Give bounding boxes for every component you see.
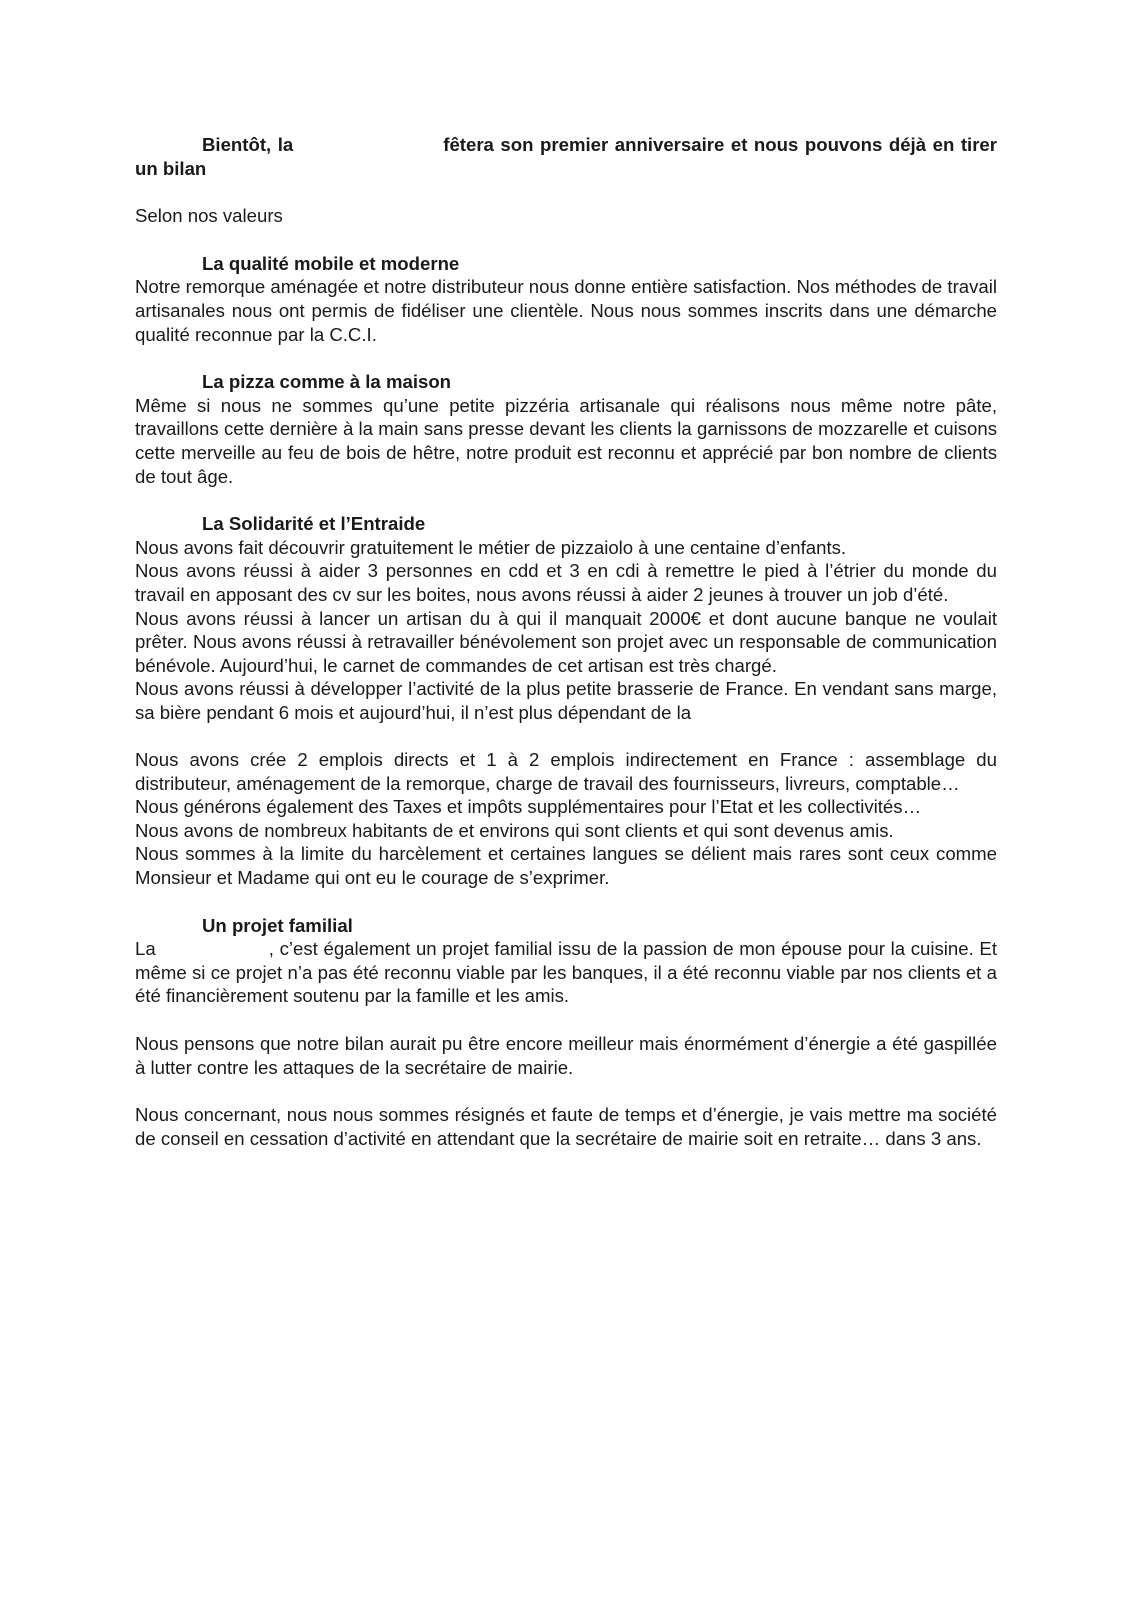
closing-paragraph: Nous concernant, nous nous sommes résignés et faute de temps et d’énergie, je vais mettre ma société de conseil en cessation d’activité en attendant que la secrétaire de mairie soit en retraite… dans 3 ans.: [135, 1104, 997, 1149]
paragraph: Nous générons également des Taxes et impôts supplémentaires pour l’Etat et les collectivités…: [135, 796, 922, 818]
section-title: Un projet familial: [202, 914, 353, 936]
paragraph: La , c’est également un projet familial issu de la passion de mon épouse pour la cuisine. Et même si ce projet n’a pas été reconnu viable par les banques, il a été reconnu viable par nos clients et a été financièrement soutenu par la famille et les amis.: [135, 938, 1003, 1007]
paragraph: Nous avons réussi à lancer un artisan du à qui il manquait 2000€ et dont aucune banque ne voulait prêter. Nous avons réussi à retravailler bénévolement son projet avec un responsable de communication bénévole. Aujourd’hui, le carnet de commandes de cet artisan est très chargé.: [135, 607, 997, 676]
redacted-line: [135, 724, 997, 748]
paragraph: Nous sommes à la limite du harcèlement et certaines langues se délient mais rares sont ceux comme Monsieur et Madame qui ont eu le courage de s’exprimer.: [135, 843, 997, 889]
section-qualite: [135, 252, 997, 346]
section-solidarite: [135, 512, 997, 890]
paragraph: Notre remorque aménagée et notre distributeur nous donne entière satisfaction. Nos méthodes de travail artisanales nous ont permis de fidéliser une clientèle. Nous nous sommes inscrits dans une démarche qualité reconnue par la C.C.I.: [135, 276, 998, 345]
document-page: [135, 133, 1003, 1150]
values-label: Selon nos valeurs: [135, 205, 283, 227]
paragraph: Nous avons crée 2 emplois directs et 1 à 2 emplois indirectement en France : assemblage du distributeur, aménagement de la remorque, charge de travail des fournisseurs, livreurs, comptable…: [135, 749, 997, 794]
paragraph: Nous avons de nombreux habitants de et environs qui sont clients et qui sont devenus amis.: [135, 819, 894, 841]
intro-heading-start: Bientôt, la: [202, 134, 294, 155]
intro-heading-end: fêtera son premier anniversaire et nous pouvons déjà en tirer un bilan: [135, 134, 998, 179]
closing-paragraph: Nous pensons que notre bilan aurait pu être encore meilleur mais énormément d’énergie a été gaspillée à lutter contre les attaques de la secrétaire de mairie.: [135, 1033, 997, 1078]
paragraph: Même si nous ne sommes qu’une petite pizzéria artisanale qui réalisons nous même notre pâte, travaillons cette dernière à la main sans presse devant les clients la garnissons de mozzarelle et cuisons cette merveille au feu de bois de hêtre, notre produit est reconnu et apprécié par bon nombre de clients de tout âge.: [135, 394, 997, 487]
section-title: La pizza comme à la maison: [202, 371, 452, 393]
intro-heading: [135, 133, 997, 180]
section-title: La Solidarité et l’Entraide: [202, 513, 426, 535]
section-projet-familial: [135, 914, 1003, 1008]
section-pizza: [135, 370, 997, 488]
paragraph: Nous avons fait découvrir gratuitement le métier de pizzaiolo à une centaine d’enfants.: [135, 536, 847, 558]
paragraph: Nous avons réussi à développer l’activité de la plus petite brasserie de France. En vendant sans marge, sa bière pendant 6 mois et aujourd’hui, il n’est plus dépendant de la: [135, 678, 997, 723]
section-title: La qualité mobile et moderne: [202, 252, 460, 274]
paragraph: Nous avons réussi à aider 3 personnes en cdd et 3 en cdi à remettre le pied à l’étrier du monde du travail en apposant des cv sur les boites, nous avons réussi à aider 2 jeunes à trouver un job d’été.: [135, 560, 997, 605]
